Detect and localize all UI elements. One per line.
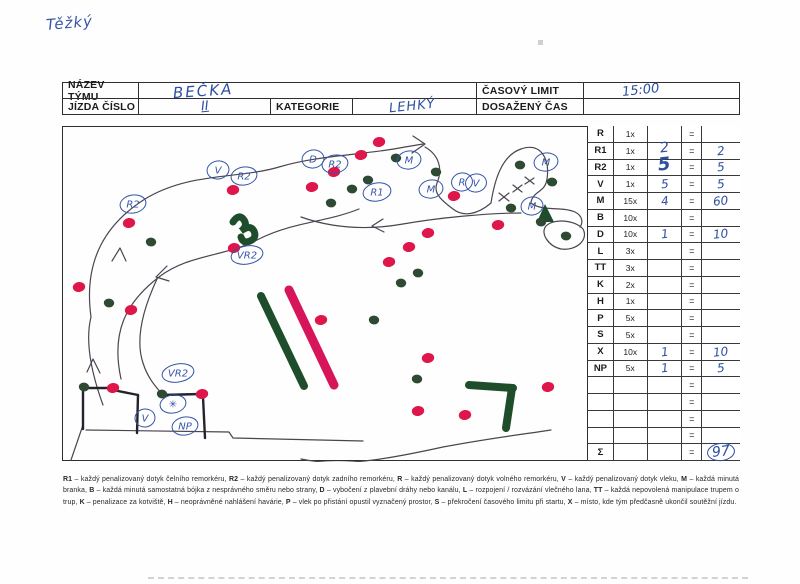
penalty-result [702,361,740,378]
penalty-count [648,361,683,378]
equals-sign: = [682,277,702,294]
penalty-code: D [588,227,614,244]
scan-edge-artifact [148,577,748,579]
legend-text: – rozpojení / rozvázání vlečného lana, [467,487,594,495]
legend-code: K [79,498,85,506]
equals-sign: = [682,126,702,143]
legend-code: V [561,476,566,483]
course-ink-line [301,213,521,228]
course-ink-line [140,279,162,394]
penalty-code: R2 [588,160,614,177]
penalty-multiplier: 5x [614,361,648,378]
score-row-empty-15 [588,377,740,394]
pen-annotation-label: VR2 [167,368,189,380]
penalty-count [648,243,683,260]
red-buoy [447,190,461,202]
penalty-result [702,327,740,344]
penalty-count [648,193,683,210]
penalty-multiplier: 1x [614,176,648,193]
score-row-S [588,327,740,344]
pen-annotation-label: M [426,184,436,196]
legend-text: – každý penalizovaný dotyk zadního remorkéru, [238,476,398,483]
penalty-multiplier [614,428,648,445]
green-buoy [412,268,423,278]
red-buoy [122,217,136,229]
legend-text: – každá minutá samostatná bójka z nesprávného směru nebo strany, [94,487,320,495]
penalty-multiplier: 1x [614,126,648,143]
handwritten-result: 10 [712,226,730,243]
legend-code: L [462,487,468,495]
equals-sign: = [682,428,702,445]
pen-annotation-label: R2 [328,159,342,171]
penalty-count [648,394,683,411]
legend-text: – každá nepovolená manipulace trupem o trup, [63,487,739,506]
legend-text: – každý penalizovaný dotyk volného remorkéru, [402,476,562,483]
penalty-result [702,160,740,177]
handwritten-result: 10 [712,343,730,360]
penalty-multiplier: 5x [614,327,648,344]
penalty-result [702,411,740,428]
legend-code: TT [593,487,603,495]
penalty-count [648,428,683,445]
penalty-code: B [588,210,614,227]
score-row-Σ [588,444,740,461]
score-row-X [588,344,740,361]
penalty-code: V [588,176,614,193]
handwritten-count: 5 [657,152,672,176]
penalty-multiplier: 1x [614,294,648,311]
score-row-empty-17 [588,411,740,428]
red-buoy [354,149,368,161]
legend-text: – místo, kde tým předčasně ukončil soutěžní jízdu. [572,498,737,506]
red-buoy [195,388,209,400]
equals-sign: = [682,394,702,411]
green-buoy [368,315,379,325]
pen-annotation-label: VR2 [236,250,258,262]
legend-text: – každá minutá branka, [63,476,739,495]
score-row-K [588,277,740,294]
green-buoy [395,278,406,288]
equals-sign: = [682,193,702,210]
category-label: KATEGORIE [270,98,353,115]
equals-sign: = [682,327,702,344]
penalty-multiplier: 1x [614,143,648,160]
green-buoy [346,184,357,194]
achieved-time-cell [583,98,740,115]
penalty-multiplier: 3x [614,260,648,277]
penalty-multiplier: 3x [614,243,648,260]
equals-sign: = [682,243,702,260]
green-corner-mark [469,385,513,388]
score-row-H [588,294,740,311]
equals-sign: = [682,411,702,428]
penalty-multiplier [614,444,648,461]
penalty-multiplier: 10x [614,227,648,244]
pen-annotation-label: R [458,177,466,189]
score-row-R2 [588,152,740,177]
penalty-code: L [588,243,614,260]
legend-text: – vlek po přistání opustil vyznačený prostor, [290,498,435,506]
penalty-code: R [588,126,614,143]
penalty-code: X [588,344,614,361]
time-limit-cell [583,82,740,99]
dock-post [137,395,138,433]
team-name-value: BEČKA [172,79,234,102]
score-row-M [588,193,740,210]
scan-speck [538,40,543,45]
penalty-code: P [588,310,614,327]
penalty-count [648,227,683,244]
handwritten-count: 2 [659,139,670,157]
red-buoy [402,241,416,253]
penalty-count [648,377,683,394]
penalty-code: M [588,193,614,210]
green-buoy [145,237,156,247]
course-ink-line [71,425,83,460]
penalty-result [702,310,740,327]
legend-code: B [89,487,95,495]
score-row-NP [588,361,740,378]
penalty-result [702,126,740,143]
legend-code: P [285,498,291,506]
pen-annotation-label: R2 [126,199,140,211]
score-row-empty-18 [588,428,740,445]
equals-sign: = [682,377,702,394]
ride-number-label: JÍZDA ČÍSLO [62,98,139,115]
pen-annotation-label: NP [178,421,192,433]
penalty-score-table [587,126,740,461]
green-buoy [103,298,114,308]
handwritten-count: 1 [659,361,670,376]
penalty-code: H [588,294,614,311]
handwritten-result: 60 [712,193,730,209]
penalty-result [702,294,740,311]
score-row-D [588,227,740,244]
pen-annotation-label: V [141,413,149,425]
score-row-B [588,210,740,227]
penalty-result [702,227,740,244]
pen-annotation-label: V [472,178,480,190]
red-buoy [72,281,86,293]
dock-post [162,394,201,395]
penalty-count [648,411,683,428]
equals-sign: = [682,444,702,461]
green-buoy [514,160,525,170]
penalty-code: Σ [588,444,614,461]
legend-code: M [681,476,688,483]
red-buoy [411,405,425,417]
penalty-code: K [588,277,614,294]
legend-text: – neoprávněné nahlášení havárie, [172,498,286,506]
course-ink-line [86,430,363,441]
penalty-legend [63,474,739,508]
green-buoy [560,231,571,241]
red-buoy [314,314,328,326]
equals-sign: = [682,344,702,361]
red-buoy [305,181,319,193]
handwritten-count: 5 [659,176,670,192]
category-value: LEHKÝ [388,96,437,117]
red-buoy [491,219,505,231]
score-row-V [588,176,740,193]
ride-number-value: II [200,98,210,115]
equals-sign: = [682,160,702,177]
penalty-code: S [588,327,614,344]
course-ink-line [156,266,169,281]
time-limit-value: 15:00 [621,81,661,100]
score-row-empty-16 [588,394,740,411]
penalty-code: R1 [588,143,614,160]
penalty-count [648,152,683,177]
handwritten-result: 5 [716,176,726,192]
red-buoy [226,184,240,196]
penalty-count [648,277,683,294]
course-ink-line [89,144,423,405]
handwritten-result: 97 [706,442,736,463]
legend-text: – vybočení z plavební dráhy nebo kanálu, [324,487,463,495]
equals-sign: = [682,143,702,160]
penalty-result [702,444,740,461]
green-buoy [325,198,336,208]
pen-annotation-label: R1 [370,187,384,199]
penalty-count [648,260,683,277]
penalty-result [702,277,740,294]
pen-annotation-label: ✳ [168,399,178,411]
penalty-count [648,176,683,193]
equals-sign: = [682,176,702,193]
green-marker-scribble [233,217,255,242]
category-cell [352,98,477,115]
handwritten-note-top-left: Těžký [45,11,94,35]
course-ink-line [87,359,100,373]
green-corner-mark [506,388,512,428]
pen-annotation-label: M [404,155,414,167]
achieved-time-label: DOSAŽENÝ ČAS [476,98,584,115]
penalty-result [702,243,740,260]
legend-code: X [567,498,573,506]
handwritten-count: 4 [659,193,670,209]
legend-text: – každý penalizovaný dotyk vleku, [565,476,682,483]
penalty-multiplier: 15x [614,193,648,210]
equals-sign: = [682,210,702,227]
penalty-code: NP [588,361,614,378]
pen-annotation-label: M [527,201,537,213]
penalty-count [648,344,683,361]
handwritten-result: 5 [716,160,726,175]
green-buoy [505,203,516,213]
legend-code: H [167,498,173,506]
red-buoy [421,352,435,364]
penalty-code [588,394,614,411]
equals-sign: = [682,294,702,311]
penalty-count [648,294,683,311]
pen-annotation-label: D [309,154,317,166]
green-buoy [78,382,89,392]
penalty-code [588,411,614,428]
penalty-result [702,193,740,210]
penalty-result [702,377,740,394]
red-buoy [541,381,555,393]
penalty-code: TT [588,260,614,277]
legend-code: R2 [228,476,239,483]
score-row-P [588,310,740,327]
legend-code: D [319,487,325,495]
penalty-result [702,210,740,227]
penalty-count [648,310,683,327]
score-row-L [588,243,740,260]
penalty-result [702,260,740,277]
pen-annotation-label: V [214,165,222,177]
equals-sign: = [682,310,702,327]
penalty-result [702,344,740,361]
equals-sign: = [682,361,702,378]
penalty-multiplier: 2x [614,277,648,294]
penalty-multiplier: 5x [614,310,648,327]
penalty-multiplier: 1x [614,160,648,177]
legend-text: – překročení časového limitu při startu, [439,498,568,506]
penalty-code [588,377,614,394]
handwritten-count: 1 [659,227,670,242]
penalty-multiplier [614,377,648,394]
time-limit-label: ČASOVÝ LIMIT [476,82,584,99]
pen-annotation-label: R2 [237,171,251,183]
legend-code: R [397,476,403,483]
green-buoy [411,374,422,384]
penalty-result [702,176,740,193]
legend-text: – penalizace za kotviště, [84,498,168,506]
green-buoy [546,177,557,187]
legend-text: – každý penalizovaný dotyk čelního remorkéru, [72,476,229,483]
handwritten-result: 2 [716,143,726,158]
penalty-multiplier: 10x [614,344,648,361]
ride-number-cell [138,98,271,115]
course-ink-line [372,219,384,232]
pen-annotation-label: M [541,157,551,169]
legend-code: S [434,498,440,506]
penalty-count [648,444,683,461]
penalty-result [702,428,740,445]
team-name-label: NÁZEV TÝMU [62,82,139,99]
legend-code: R1 [63,476,73,483]
penalty-code [588,428,614,445]
score-row-TT [588,260,740,277]
red-buoy [458,409,472,421]
course-ink-line [112,248,126,261]
green-buoy [362,175,373,185]
red-buoy [382,256,396,268]
penalty-multiplier [614,394,648,411]
penalty-count [648,210,683,227]
handwritten-count: 1 [659,344,670,359]
penalty-multiplier [614,411,648,428]
handwritten-result: 5 [716,361,726,376]
penalty-multiplier: 10x [614,210,648,227]
red-buoy [421,227,435,239]
penalty-result [702,394,740,411]
penalty-result [702,143,740,160]
penalty-count [648,327,683,344]
equals-sign: = [682,260,702,277]
red-buoy [372,136,386,148]
equals-sign: = [682,227,702,244]
course-ink-line [301,430,551,462]
